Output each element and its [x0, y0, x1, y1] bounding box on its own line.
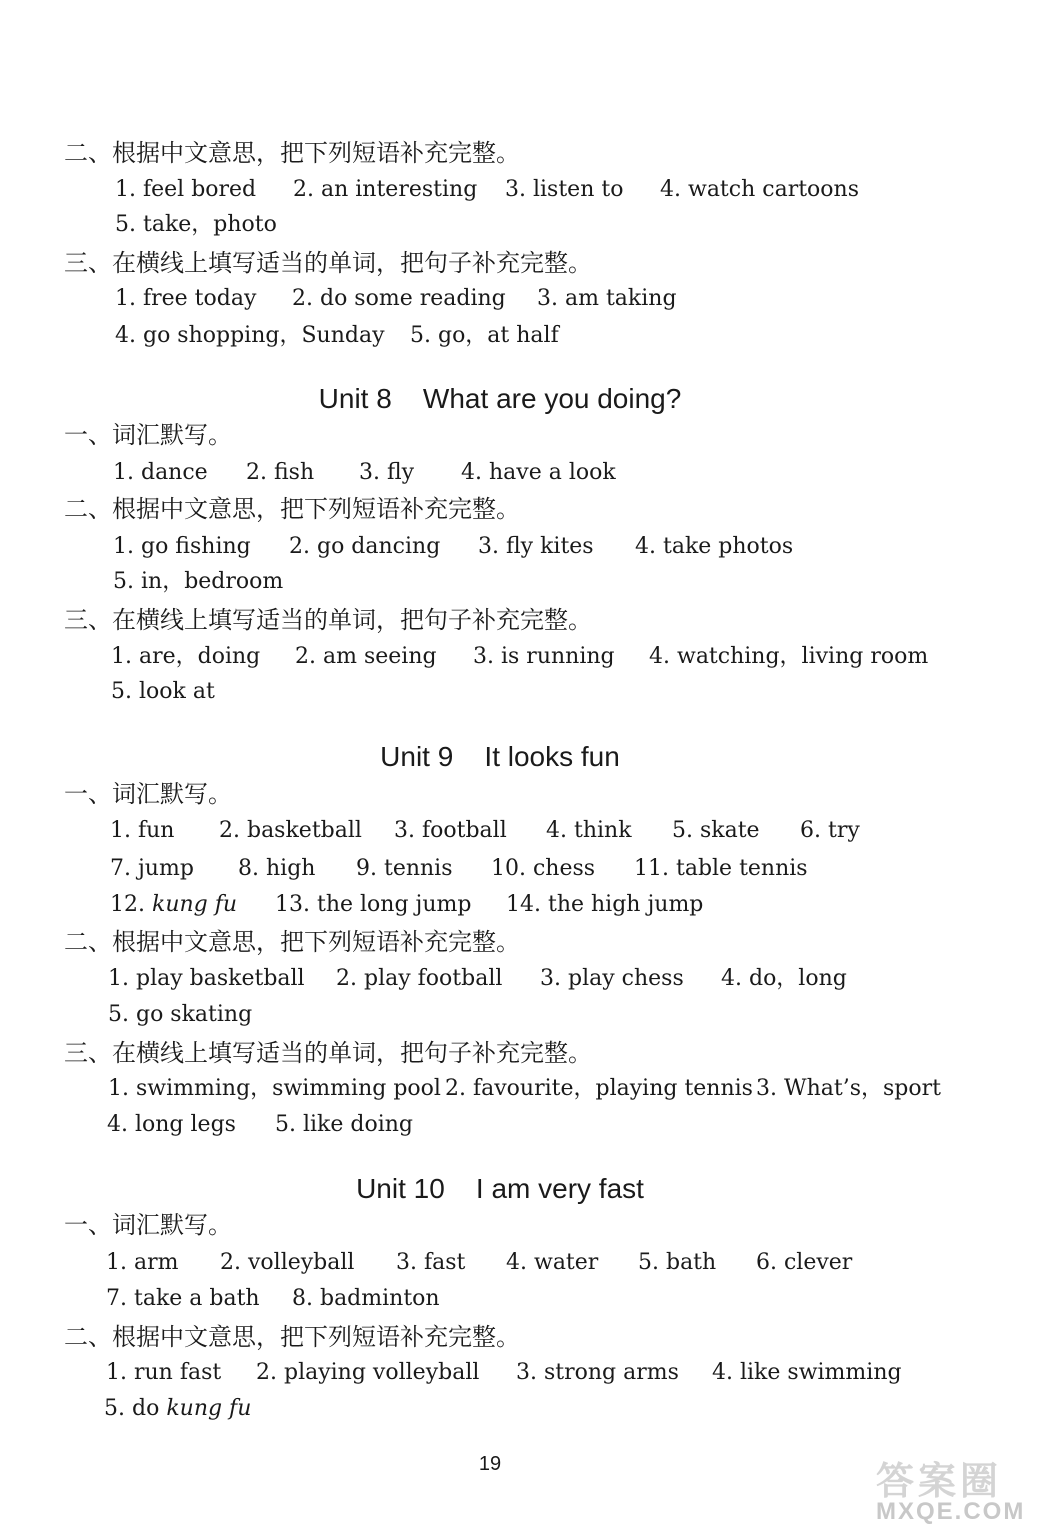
section-heading: 二、根据中文意思，把下列短语补充完整。	[64, 928, 520, 956]
answer-item: 6. clever	[756, 1250, 853, 1275]
answer-item: 7. take a bath	[106, 1286, 260, 1311]
answer-item: 1. swimming，swimming pool	[108, 1076, 441, 1101]
section-heading: 三、在横线上填写适当的单词，把句子补充完整。	[64, 606, 592, 634]
answer-item: 1. dance	[113, 460, 208, 485]
answer-item: 3. is running	[473, 644, 615, 669]
answer-item: 4. take photos	[635, 534, 794, 559]
answer-item: 5. skate	[672, 818, 760, 843]
answer-item: 4. do，long	[721, 966, 847, 991]
watermark	[868, 1450, 1048, 1532]
answer-item: 5. go skating	[108, 1002, 253, 1027]
section-heading: 二、根据中文意思，把下列短语补充完整。	[64, 139, 520, 167]
answer-item: 2. playing volleyball	[256, 1360, 480, 1385]
answer-item: 4. long legs	[107, 1112, 236, 1137]
answer-item: 9. tennis	[356, 856, 453, 881]
answer-item: 1. are，doing	[111, 644, 261, 669]
answer-item: 5. go，at half	[410, 323, 559, 348]
answer-item: 7. jump	[110, 856, 194, 881]
answer-item: 8. high	[238, 856, 316, 881]
answer-item: 5. do kung fu	[104, 1396, 252, 1421]
answer-item: 1. play basketball	[108, 966, 305, 991]
answer-item: 3. What’s，sport	[756, 1076, 941, 1101]
section-heading: 三、在横线上填写适当的单词，把句子补充完整。	[64, 1039, 592, 1067]
answer-item: 4. watch cartoons	[660, 177, 859, 202]
watermark-logo: 答案圈	[876, 1459, 1003, 1503]
answer-item: 13. the long jump	[275, 892, 472, 917]
answer-item: 11. table tennis	[634, 856, 808, 881]
answer-item: 14. the high jump	[506, 892, 704, 917]
answer-item: 3. strong arms	[516, 1360, 679, 1385]
answer-item: 6. try	[800, 818, 860, 843]
section-heading: 三、在横线上填写适当的单词，把句子补充完整。	[64, 249, 592, 277]
answer-item: 3. football	[394, 818, 507, 843]
answer-item: 2. go dancing	[289, 534, 441, 559]
answer-item: 1. free today	[115, 286, 257, 311]
answer-item: 12. kung fu	[110, 892, 238, 917]
answer-item: 5. in，bedroom	[113, 569, 284, 594]
answer-item: 4. go shopping，Sunday	[115, 323, 385, 348]
answer-item: 4. have a look	[461, 460, 616, 485]
section-heading: 一、词汇默写。	[64, 421, 232, 449]
answer-item: 3. fast	[396, 1250, 466, 1275]
unit-title: Unit 9 It looks fun	[380, 741, 620, 772]
section-heading: 二、根据中文意思，把下列短语补充完整。	[64, 1323, 520, 1351]
section-heading: 一、词汇默写。	[64, 780, 232, 808]
answer-item: 5. bath	[638, 1250, 717, 1275]
answer-item: 1. go fishing	[113, 534, 251, 559]
answer-item: 3. play chess	[540, 966, 684, 991]
answer-item: 4. watching，living room	[649, 644, 929, 669]
answer-item: 2. am seeing	[295, 644, 437, 669]
answer-item: 4. think	[546, 818, 632, 843]
answer-item: 5. take，photo	[115, 212, 277, 237]
answer-item: 2. favourite，playing tennis	[445, 1076, 753, 1101]
answer-item: 4. like swimming	[712, 1360, 902, 1385]
unit-title: Unit 10 I am very fast	[356, 1173, 644, 1204]
answer-item: 3. am taking	[537, 286, 677, 311]
answer-item: 1. arm	[106, 1250, 179, 1275]
answer-item: 4. water	[506, 1250, 599, 1275]
answer-item: 3. fly kites	[478, 534, 594, 559]
answer-item: 2. fish	[246, 460, 315, 485]
section-heading: 二、根据中文意思，把下列短语补充完整。	[64, 495, 520, 523]
answer-item: 5. like doing	[275, 1112, 414, 1137]
answer-item: 1. run fast	[106, 1360, 222, 1385]
answer-item: 2. volleyball	[220, 1250, 355, 1275]
answer-item: 10. chess	[491, 856, 596, 881]
answer-item: 2. play football	[336, 966, 503, 991]
answer-item: 2. do some reading	[292, 286, 506, 311]
answer-item: 1. fun	[110, 818, 175, 843]
answer-item: 2. an interesting	[293, 177, 478, 202]
answer-item: 5. look at	[111, 679, 215, 704]
answer-item: 3. listen to	[505, 177, 624, 202]
page-number: 19	[478, 1453, 502, 1475]
answer-item: 3. fly	[359, 460, 415, 485]
answer-item: 2. basketball	[219, 818, 362, 843]
section-heading: 一、词汇默写。	[64, 1211, 232, 1239]
unit-title: Unit 8 What are you doing?	[318, 383, 682, 414]
answer-item: 1. feel bored	[115, 177, 257, 202]
watermark-site: MXQE.COM	[876, 1498, 1026, 1525]
answer-item: 8. badminton	[292, 1286, 440, 1311]
